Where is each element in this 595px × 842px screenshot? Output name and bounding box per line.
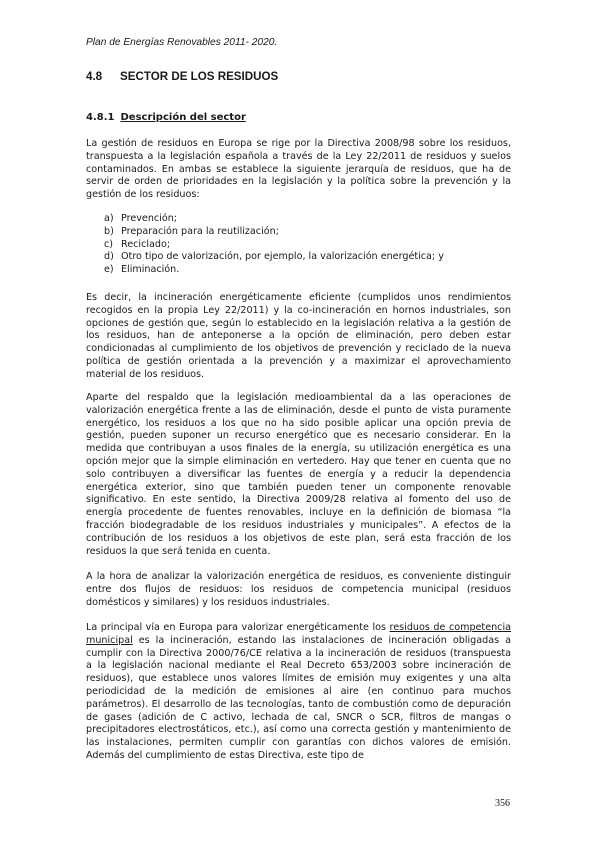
- paragraph-energy-value: [86, 392, 511, 558]
- list-item: [104, 251, 504, 264]
- paragraph-text: Aparte del respaldo que la legislación medioambiental da a las operaciones de valorización energética frente a las de eliminación, desde el punto de vista puramente energético, los residuos a los que no ha sido posible aplicar una opción previa de gestión, pueden suponer un recurso energético que es necesario considerar. En la medida que contribuyan a usos finales de la energía, su utilización energética es una opción mejor que la simple eliminación en vertedero. Hay que tener en cuenta que no solo contribuyen a diversificar las fuentes de energía y a reducir la dependencia energética exterior, sino que también pueden tener un componente renovable significativo. En este sentido, la Directiva 2009/28 relativa al fomento del uso de energía procedente de fuentes renovables, incluye en la definición de biomasa “la fracción biodegradable de los residuos industriales y municipales”. A efectos de la contribución de los residuos a los objetivos de este plan, será esta fracción de los residuos la que será tenida en cuenta.: [86, 392, 511, 557]
- paragraph-text-start: La principal vía en Europa para valorizar energéticamente los: [86, 622, 390, 633]
- list-item-text: Preparación para la reutilización;: [121, 225, 279, 237]
- list-item-label: a): [104, 213, 114, 224]
- paragraph-text: A la hora de analizar la valorización energética de residuos, es conveniente distinguir entre dos flujos de residuos: los residuos de competencia municipal (residuos domésticos y similares) y los residuos industriales.: [86, 571, 511, 608]
- list-item: [104, 226, 504, 239]
- subsection-title: Descripción del sector: [120, 112, 246, 123]
- paragraph-text-end: es la incineración, estando las instalaciones de incineración obligadas a cumplir con la Directiva 2000/76/CE relativa a la incineración de residuos (transpuesta a la legislación nacional mediante el Real Decreto 653/2003 sobre incineración de residuos), que establece unos valores límites de emisión muy exigentes y una alta periodicidad de la medición de emisiones al aire (en continuo para muchos parámetros). El desarrollo de las tecnologías, tanto de combustión como de depuración de gases (adición de C activo, lechada de cal, SNCR o SCR, filtros de mangas o precipitadores electrostáticos, etc.), así como una correcta gestión y mantenimiento de las instalaciones, permiten cumplir con garantías con dichos valores de emisión. Además del cumplimiento de estas Directiva, este tipo de: [86, 634, 511, 761]
- paragraph-incineration: [86, 292, 511, 382]
- list-item-label: d): [104, 251, 114, 263]
- paragraph-text: Es decir, la incineración energéticamente eficiente (cumplidos unos rendimientos recogidos en la propia Ley 22/2011) y la co-incineración en hornos industriales, son opciones de gestión que, según lo establecido en la legislación relativa a la gestión de los residuos, han de anteponerse a la opción de eliminación, pero deben estar condicionadas al cumplimiento de los objetivos de prevención y reciclado de la nueva política de gestión orientada a la prevención y a maximizar el aprovechamiento material de los residuos.: [86, 292, 511, 380]
- list-item-label: b): [104, 225, 114, 237]
- list-item-label: e): [104, 264, 114, 276]
- list-item: [104, 239, 504, 252]
- paragraph-municipal-waste: [86, 622, 511, 763]
- list-item: [104, 264, 504, 277]
- underlined-term: residuos de competencia municipal: [86, 622, 511, 646]
- list-item-text: Reciclado;: [121, 238, 171, 250]
- waste-hierarchy-list: [104, 213, 504, 277]
- section-heading: [86, 70, 278, 83]
- paragraph-text: [86, 622, 511, 763]
- page-number: 356: [495, 798, 510, 809]
- running-header: Plan de Energías Renovables 2011- 2020.: [86, 37, 278, 48]
- list-item-text: Otro tipo de valorización, por ejemplo, la valorización energética; y: [121, 251, 444, 263]
- section-title: SECTOR DE LOS RESIDUOS: [120, 70, 279, 83]
- list-item-label: c): [104, 238, 114, 250]
- paragraph-waste-flows: [86, 571, 511, 609]
- list-item: [104, 213, 504, 226]
- section-number: 4.8: [86, 70, 103, 83]
- subsection-heading: [86, 112, 246, 123]
- list-item-text: Prevención;: [121, 213, 178, 224]
- list-item-text: Eliminación.: [121, 264, 180, 276]
- paragraph-text: La gestión de residuos en Europa se rige por la Directiva 2008/98 sobre los residuos, transpuesta a la legislación española a través de la Ley 22/2011 de residuos y suelos contaminados. En ambas se establece la siguiente jerarquía de residuos, que ha de servir de orden de prioridades en la legislación y la política sobre la prevención y la gestión de los residuos:: [86, 138, 511, 201]
- paragraph-intro: [86, 138, 511, 202]
- subsection-number: 4.8.1: [86, 112, 115, 123]
